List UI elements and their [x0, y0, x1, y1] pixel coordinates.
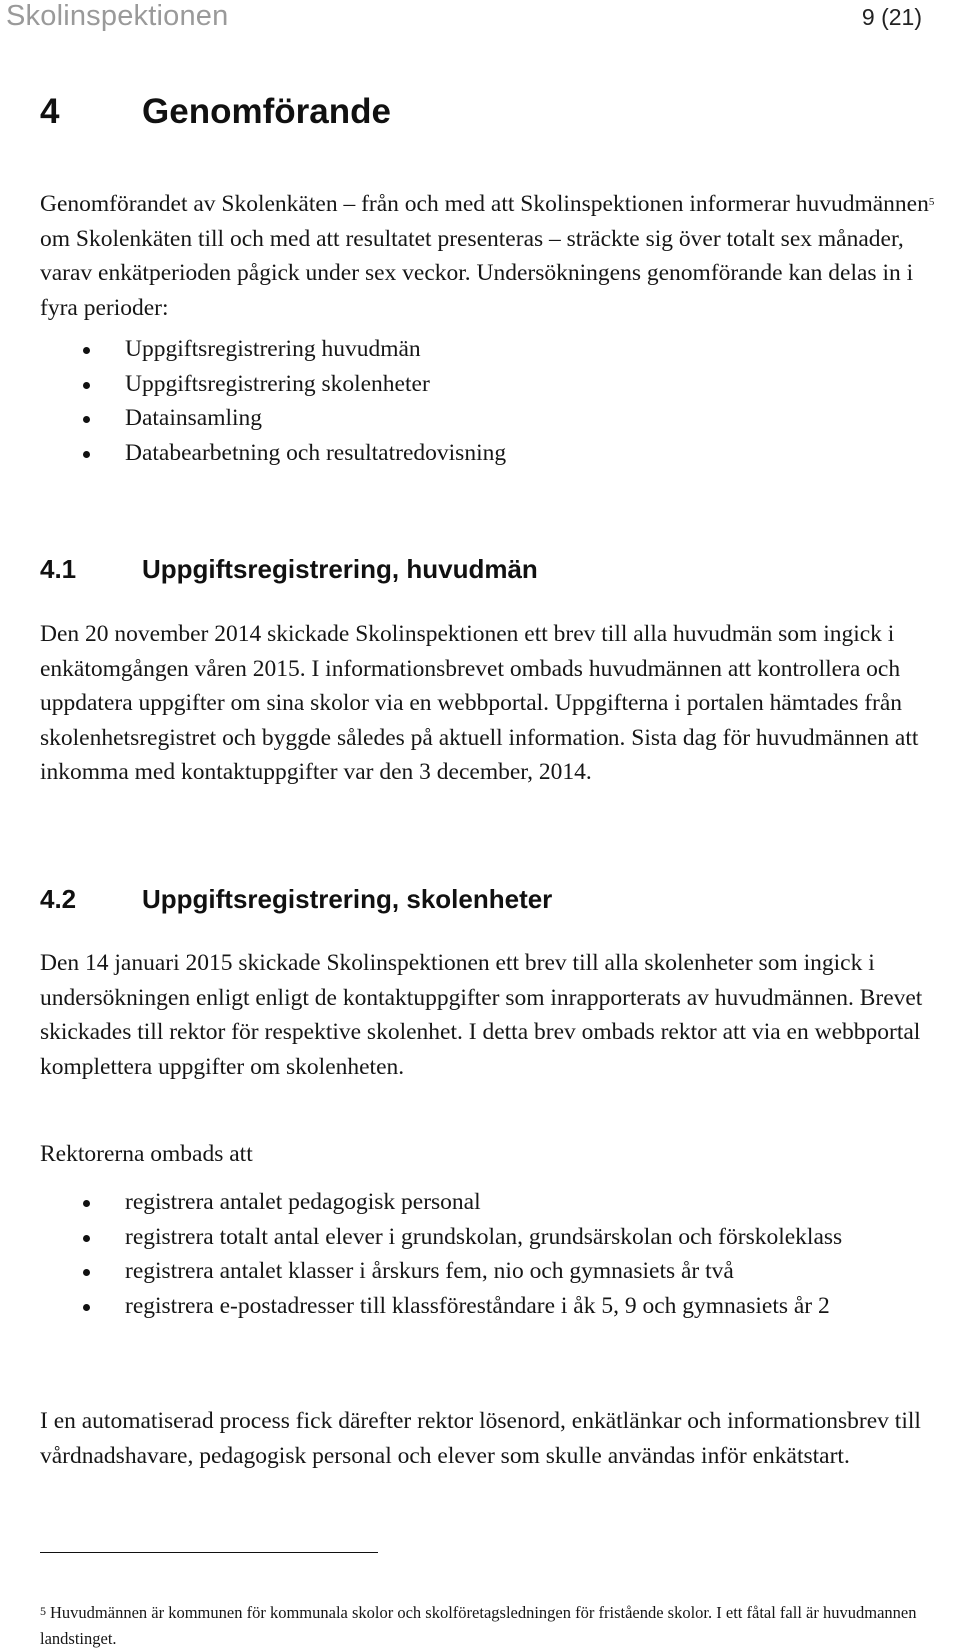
- chapter-number: 4: [40, 92, 60, 131]
- list-item: [40, 332, 940, 367]
- section-4-2-body: Den 14 januari 2015 skickade Skolinspektionen ett brev till alla skolenheter som ingick i undersökningen enligt enligt de kontaktuppgifter som inrapporterats av huvudmännen. Brevet skickades till rektor för respektive skolenhet. I detta brev ombads rektor att via en webbportal komplettera uppgifter om skolenheten.: [40, 950, 923, 1080]
- list-item-text: Uppgiftsregistrering huvudmän: [125, 336, 421, 362]
- footnote-divider: [40, 1552, 378, 1553]
- section-heading-4-2: [40, 884, 552, 915]
- section-4-2-paragraph: [40, 946, 940, 1084]
- list-item: [40, 1220, 920, 1255]
- closing-text: I en automatiserad process fick därefter rektor lösenord, enkätlänkar och informationsbrev till vårdnadshavare, pedagogisk personal och elever som skulle användas inför enkätstart.: [40, 1408, 921, 1469]
- bullet-icon: [83, 382, 90, 389]
- list-item-text: registrera e-postadresser till klassföreståndare i åk 5, 9 och gymnasiets år 2: [125, 1292, 830, 1319]
- section-4-2-bullet-list: [40, 1185, 920, 1323]
- bullet-icon: [83, 451, 90, 458]
- bullet-icon: [83, 1235, 90, 1242]
- list-item: [40, 401, 940, 436]
- list-item: [40, 1254, 920, 1289]
- bullet-icon: [83, 416, 90, 423]
- bullet-icon: [83, 347, 90, 354]
- footnote-ref: 5: [928, 196, 935, 208]
- chapter-heading: [40, 92, 391, 132]
- section-4-1-paragraph: [40, 617, 940, 790]
- list-item-text: Datainsamling: [125, 405, 263, 431]
- intro-bullet-list: [40, 332, 940, 470]
- intro-text-part2: om Skolenkäten till och med att resultatet presenteras – sträckte sig över totalt sex månader, varav enkätperioden pågick under sex veckor. Undersökningens genomförande kan delas in i fyra perioder:: [40, 225, 914, 321]
- list-item: [40, 367, 940, 402]
- bullet-icon: [83, 1269, 90, 1276]
- list-item: [40, 436, 940, 471]
- intro-paragraph: [40, 185, 940, 325]
- chapter-title: Genomförande: [142, 92, 391, 131]
- footnote: [40, 1598, 940, 1652]
- list-item-text: registrera totalt antal elever i grundskolan, grundsärskolan och förskoleklass: [125, 1223, 843, 1250]
- lead-text: Rektorerna ombads att: [40, 1141, 253, 1167]
- section-number: 4.1: [40, 554, 77, 584]
- section-title: Uppgiftsregistrering, skolenheter: [142, 884, 553, 914]
- bullet-icon: [83, 1304, 90, 1311]
- intro-text-part1: Genomförandet av Skolenkäten – från och med att Skolinspektionen informerar huvudmännen: [40, 191, 929, 217]
- bullet-icon: [83, 1200, 90, 1207]
- header-org-name: Skolinspektionen: [6, 0, 229, 32]
- list-item-text: registrera antalet pedagogisk personal: [125, 1189, 481, 1215]
- list-item: [40, 1289, 920, 1324]
- footnote-number: 5: [40, 1604, 46, 1618]
- list-item-text: Uppgiftsregistrering skolenheter: [125, 370, 430, 397]
- section-number: 4.2: [40, 884, 77, 914]
- section-4-2-closing: [40, 1404, 940, 1473]
- section-title: Uppgiftsregistrering, huvudmän: [142, 554, 538, 584]
- footnote-text: Huvudmännen är kommunen för kommunala skolor och skolföretagsledningen för fristående skolor. I ett fåtal fall är huvudmannen landstinget.: [40, 1603, 917, 1648]
- list-item-text: Databearbetning och resultatredovisning: [125, 439, 507, 466]
- list-item-text: registrera antalet klasser i årskurs fem, nio och gymnasiets år två: [125, 1258, 734, 1284]
- page-number: 9 (21): [861, 4, 922, 30]
- section-4-2-lead: [40, 1137, 940, 1172]
- section-heading-4-1: [40, 554, 538, 585]
- section-4-1-body: Den 20 november 2014 skickade Skolinspektionen ett brev till alla huvudmän som ingick i enkätomgången våren 2015. I informationsbrevet ombads huvudmännen att kontrollera och uppdatera uppgifter om sina skolor via en webbportal. Uppgifterna i portalen hämtades från skolenhetsregistret och byggde således på aktuell information. Sista dag för huvudmännen att inkomma med kontaktuppgifter var den 3 december, 2014.: [40, 621, 919, 785]
- list-item: [40, 1185, 920, 1220]
